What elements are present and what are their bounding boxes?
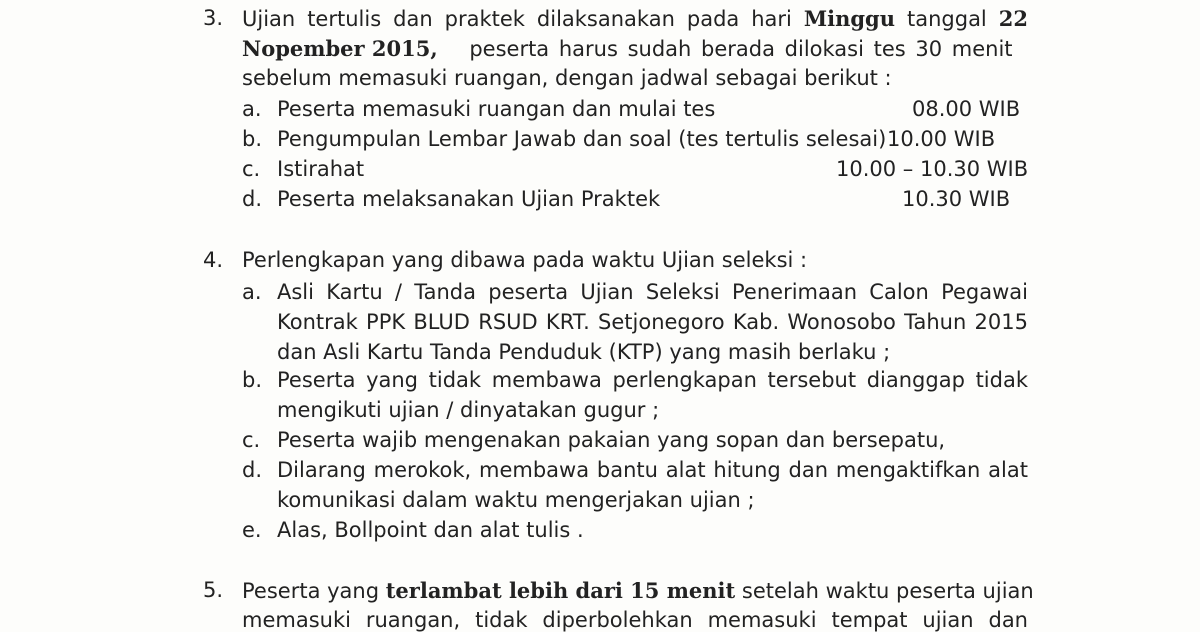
- item-3-line-3: sebelum memasuki ruangan, dengan jadwal sebagai berikut :: [242, 66, 892, 90]
- schedule-time: 10.00 – 10.30 WIB: [836, 157, 1029, 181]
- sub-e-line-1: Alas, Bollpoint dan alat tulis .: [277, 518, 584, 542]
- sub-letter: e.: [242, 518, 262, 542]
- sub-d-line-1: Dilarang merokok, membawa bantu alat hitung dan mengaktifkan alat: [277, 458, 1028, 482]
- item-3-line-1: Ujian tertulis dan praktek dilaksanakan pada hari Minggu tanggal 22: [242, 6, 1028, 31]
- sub-a-line-1: Asli Kartu / Tanda peserta Ujian Seleksi Penerimaan Calon Pegawai: [277, 280, 1028, 304]
- schedule-text: Peserta memasuki ruangan dan mulai tes: [277, 97, 716, 121]
- sub-letter: b.: [242, 368, 263, 392]
- schedule-time: 08.00 WIB: [912, 97, 1021, 121]
- sub-c-line-1: Peserta wajib mengenakan pakaian yang sopan dan bersepatu,: [277, 428, 946, 452]
- item-4-intro: Perlengkapan yang dibawa pada waktu Ujian seleksi :: [242, 248, 808, 272]
- schedule-time: 10.30 WIB: [902, 187, 1011, 211]
- sub-b-line-1: Peserta yang tidak membawa perlengkapan tersebut dianggap tidak: [277, 368, 1028, 392]
- item-5-line-2: memasuki ruangan, tidak diperbolehkan memasuki tempat ujian dan: [242, 608, 1028, 632]
- item-number: 3.: [203, 6, 224, 30]
- item-number: 4.: [203, 248, 224, 272]
- schedule-text: Pengumpulan Lembar Jawab dan soal (tes tertulis selesai): [277, 127, 887, 151]
- sub-d-line-2: komunikasi dalam waktu mengerjakan ujian ;: [277, 488, 755, 512]
- schedule-time: 10.00 WIB: [887, 127, 996, 151]
- schedule-letter: b.: [242, 127, 263, 151]
- schedule-text: Peserta melaksanakan Ujian Praktek: [277, 187, 661, 211]
- sub-a-line-2: Kontrak PPK BLUD RSUD KRT. Setjonegoro Kab. Wonosobo Tahun 2015: [277, 310, 1028, 334]
- schedule-letter: a.: [242, 97, 262, 121]
- item-3-line-2: Nopember 2015, peserta harus sudah berada dilokasi tes 30 menit: [242, 36, 1013, 61]
- sub-letter: a.: [242, 280, 262, 304]
- schedule-letter: d.: [242, 187, 263, 211]
- item-5-line-1: Peserta yang terlambat lebih dari 15 menit setelah waktu peserta ujian: [242, 578, 1034, 603]
- sub-letter: d.: [242, 458, 263, 482]
- schedule-text: Istirahat: [277, 157, 365, 181]
- sub-letter: c.: [242, 428, 261, 452]
- schedule-letter: c.: [242, 157, 261, 181]
- sub-b-line-2: mengikuti ujian / dinyatakan gugur ;: [277, 398, 660, 422]
- sub-a-line-3: dan Asli Kartu Tanda Penduduk (KTP) yang masih berlaku ;: [277, 340, 891, 364]
- item-number: 5.: [203, 578, 224, 602]
